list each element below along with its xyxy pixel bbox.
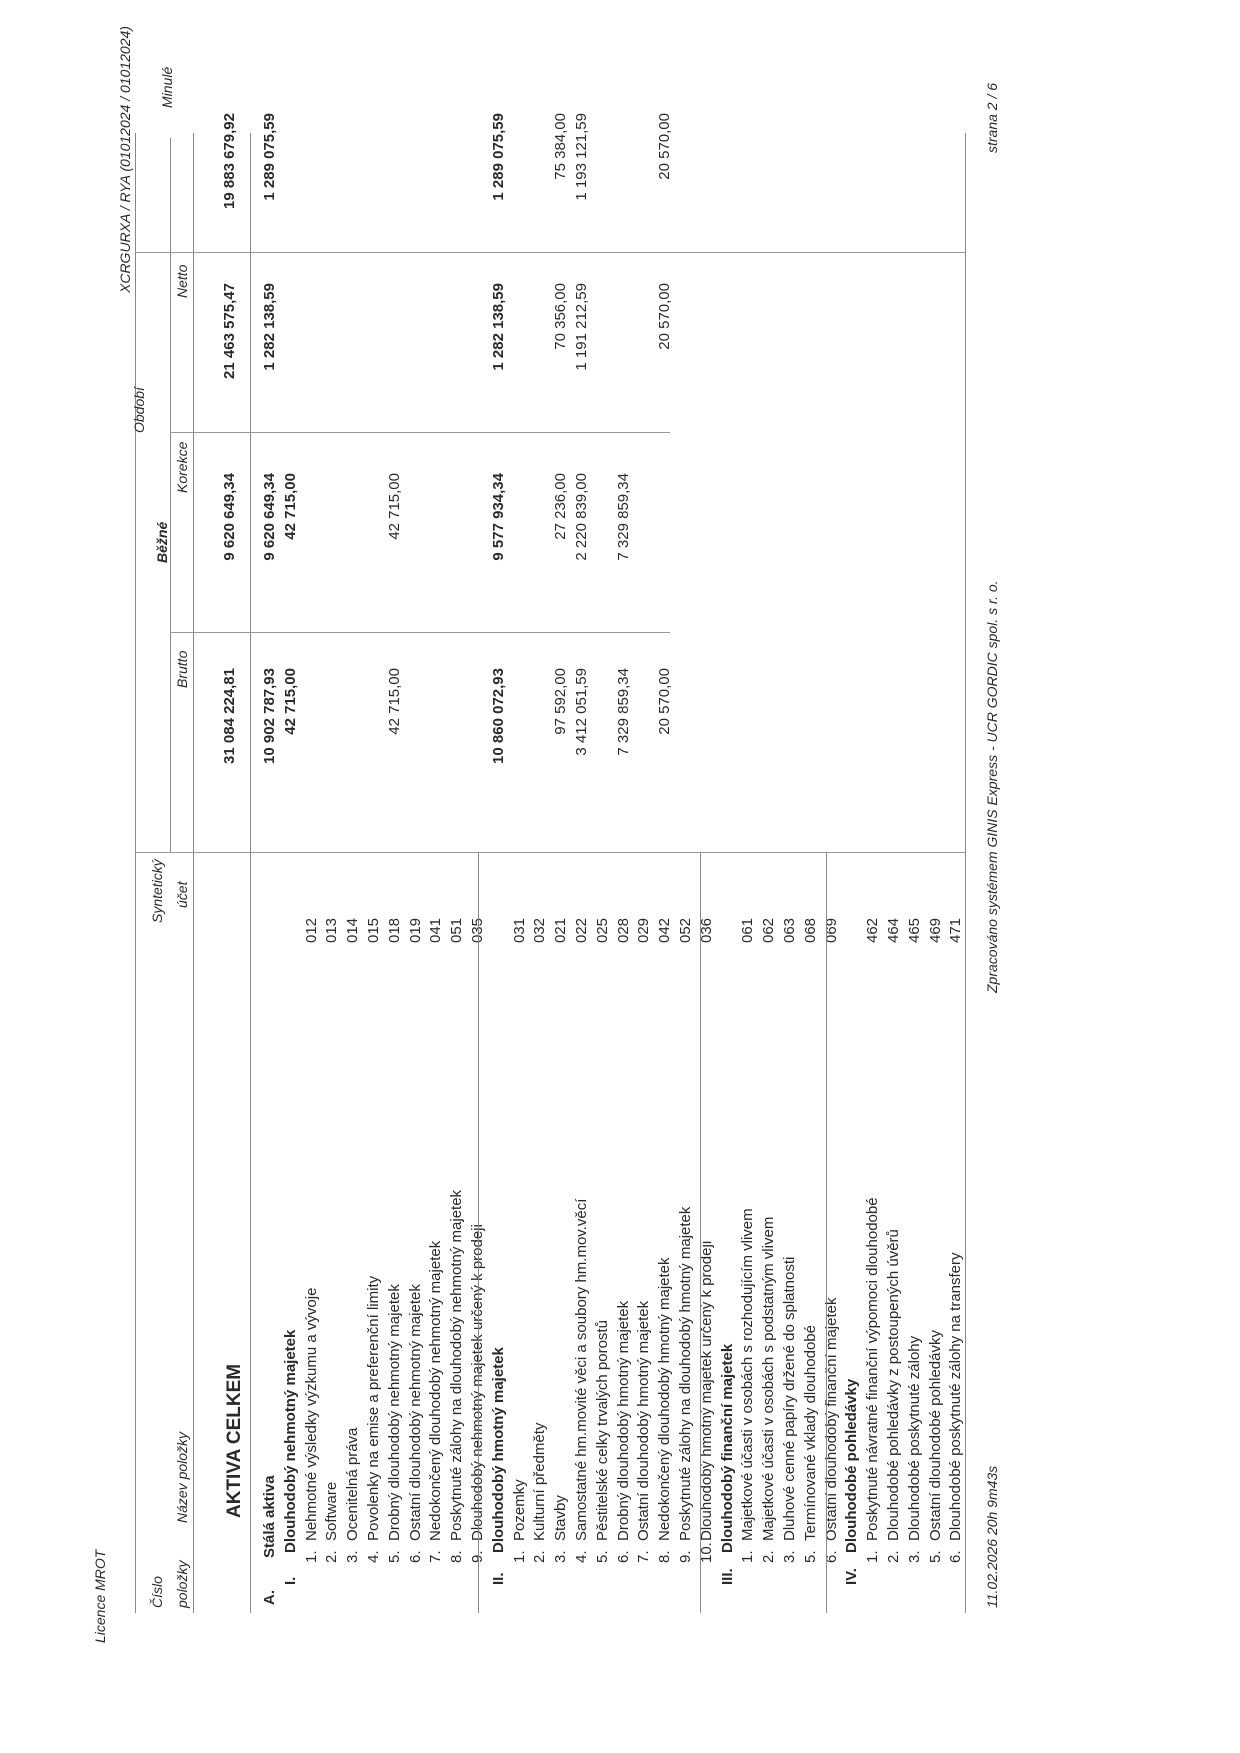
row-account: 035 xyxy=(469,917,486,943)
row-number: 7. xyxy=(635,1550,652,1563)
row-name: Termínované vklady dlouhodobé xyxy=(802,1325,819,1541)
section-rule-3 xyxy=(826,853,827,1613)
row-net: 20 570,00 xyxy=(656,283,673,350)
row-account: 061 xyxy=(739,917,756,943)
row-number: 6. xyxy=(407,1550,424,1563)
row-name: Dlouhodobý nehmotný majetek xyxy=(282,1329,299,1553)
row-name: Dlouhodobé poskytnuté zálohy na transfery xyxy=(947,1252,964,1541)
col-current-label: Běžné xyxy=(154,521,170,563)
row-name: Ocenitelná práva xyxy=(344,1427,361,1541)
row-account: 465 xyxy=(906,917,923,943)
col-sep-corr xyxy=(170,432,670,433)
row-name: Nedokončený dlouhodobý hmotný majetek xyxy=(656,1257,673,1541)
row-name: Pěstitelské celky trvalých porostů xyxy=(594,1320,611,1541)
row-number: I. xyxy=(282,1576,299,1585)
section-rule-1 xyxy=(478,853,479,1613)
row-name: Dlouhodobý hmotný majetek xyxy=(490,1347,507,1553)
row-account: 015 xyxy=(365,917,382,943)
row-account: 464 xyxy=(885,917,902,943)
row-name: Dlouhodobé pohledávky xyxy=(843,1378,860,1553)
row-number: 2. xyxy=(760,1550,777,1563)
row-account: 062 xyxy=(760,917,777,943)
row-name: Ostatní dlouhodobý hmotný majetek xyxy=(635,1300,652,1541)
row-account: 029 xyxy=(635,917,652,943)
row-number: 9. xyxy=(469,1550,486,1563)
total-previous: 19 883 679,92 xyxy=(221,113,238,209)
row-gross: 10 860 072,93 xyxy=(490,668,507,764)
row-account: 032 xyxy=(531,917,548,943)
row-account: 462 xyxy=(864,917,881,943)
row-name: Majetkové účasti v osobách s podstatným vlivem xyxy=(760,1216,777,1541)
row-number: 1. xyxy=(303,1550,320,1563)
row-name: Stavby xyxy=(552,1495,569,1541)
col-synthetic-label: Syntetický xyxy=(149,859,165,923)
row-account: 052 xyxy=(677,917,694,943)
row-number: 7. xyxy=(427,1550,444,1563)
license-label: Licence MROT xyxy=(92,1549,108,1643)
row-account: 025 xyxy=(594,917,611,943)
row-name: Software xyxy=(323,1481,340,1541)
row-correction: 9 577 934,34 xyxy=(490,473,507,561)
row-name: Poskytnuté zálohy na dlouhodobý nehmotný majetek xyxy=(448,1189,465,1541)
row-previous: 1 193 121,59 xyxy=(573,113,590,201)
row-account: 036 xyxy=(698,917,715,943)
col-period-label: Období xyxy=(131,387,147,433)
row-account: 063 xyxy=(781,917,798,943)
row-account: 068 xyxy=(802,917,819,943)
row-name: Povolenky na emise a preferenční limity xyxy=(365,1275,382,1541)
row-name: Drobný dlouhodobý nehmotný majetek xyxy=(386,1284,403,1541)
row-previous: 1 289 075,59 xyxy=(261,113,278,201)
bottom-rule xyxy=(965,133,966,1613)
header-rule-period xyxy=(170,138,171,853)
row-name: Kulturní předměty xyxy=(531,1422,548,1541)
row-net: 1 282 138,59 xyxy=(490,283,507,371)
footer-system: Zpracováno systémem GINIS Express - UCR GORDIC spol. s r. o. xyxy=(984,580,1000,993)
row-name: Drobný dlouhodobý hmotný majetek xyxy=(615,1300,632,1541)
row-name: Dlouhodobé pohledávky z postoupených úvěrů xyxy=(885,1229,902,1541)
row-account: 014 xyxy=(344,917,361,943)
row-previous: 1 289 075,59 xyxy=(490,113,507,201)
row-name: Pozemky xyxy=(511,1479,528,1541)
total-label: AKTIVA CELKEM xyxy=(224,1363,245,1518)
col-correction-label: Korekce xyxy=(174,441,190,493)
row-account: 031 xyxy=(511,917,528,943)
col-name-label: Název položky xyxy=(174,1431,190,1523)
header-bottom-rule xyxy=(193,133,194,1613)
row-number: 2. xyxy=(885,1550,902,1563)
col-net-label: Netto xyxy=(174,264,190,298)
row-number: IV. xyxy=(843,1568,860,1585)
row-account: 471 xyxy=(947,917,964,943)
row-number: 1. xyxy=(739,1550,756,1563)
row-gross: 97 592,00 xyxy=(552,668,569,735)
row-account: 469 xyxy=(927,917,944,943)
row-account: 019 xyxy=(407,917,424,943)
row-number: 5. xyxy=(594,1550,611,1563)
row-name: Samostatné hm.movité věci a soubory hm.mov.věcí xyxy=(573,1198,590,1541)
row-correction: 2 220 839,00 xyxy=(573,473,590,561)
row-account: 042 xyxy=(656,917,673,943)
row-number: 5. xyxy=(802,1550,819,1563)
top-rule xyxy=(135,133,136,1613)
row-name: Dlouhodobé poskytnuté zálohy xyxy=(906,1335,923,1541)
row-gross: 3 412 051,59 xyxy=(573,668,590,756)
row-account: 012 xyxy=(303,917,320,943)
col-sep-net xyxy=(135,252,965,253)
row-number: 1. xyxy=(864,1550,881,1563)
row-account: 028 xyxy=(615,917,632,943)
row-name: Stálá aktiva xyxy=(261,1475,278,1558)
total-bottom-rule xyxy=(250,133,251,1613)
total-correction: 9 620 649,34 xyxy=(221,473,238,561)
col-number-label: Číslo xyxy=(149,1576,165,1608)
row-number: 9. xyxy=(677,1550,694,1563)
row-correction: 42 715,00 xyxy=(386,473,403,540)
row-correction: 9 620 649,34 xyxy=(261,473,278,561)
col-number-label-2: položky xyxy=(174,1560,190,1608)
row-correction: 42 715,00 xyxy=(282,473,299,540)
row-name: Ostatní dlouhodobý nehmotný majetek xyxy=(407,1284,424,1541)
row-name: Ostatní dlouhodobé pohledávky xyxy=(927,1330,944,1541)
row-name: Ostatní dlouhodobý finanční majetek xyxy=(823,1297,840,1541)
row-account: 051 xyxy=(448,917,465,943)
row-number: 4. xyxy=(573,1550,590,1563)
row-number: 8. xyxy=(448,1550,465,1563)
row-account: 022 xyxy=(573,917,590,943)
row-number: 8. xyxy=(656,1550,673,1563)
row-name: Dluhové cenné papíry držené do splatnosti xyxy=(781,1256,798,1541)
row-correction: 27 236,00 xyxy=(552,473,569,540)
row-number: 2. xyxy=(531,1550,548,1563)
row-number: 1. xyxy=(511,1550,528,1563)
report-reference: XCRGURXA / RYA (01012024 / 01012024) xyxy=(117,26,133,293)
row-name: Dlouhodobý nehmotný majetek určený k prodeji xyxy=(469,1224,486,1541)
footer-timestamp: 11.02.2026 20h 9m43s xyxy=(984,1465,1000,1608)
row-name: Poskytnuté návratné finanční výpomoci dlouhodobé xyxy=(864,1197,881,1541)
row-net: 1 282 138,59 xyxy=(261,283,278,371)
section-rule-2 xyxy=(700,853,701,1613)
total-net: 21 463 575,47 xyxy=(221,283,238,379)
row-gross: 42 715,00 xyxy=(282,668,299,735)
total-gross: 31 084 224,81 xyxy=(221,668,238,764)
row-previous: 75 384,00 xyxy=(552,113,569,180)
row-gross: 42 715,00 xyxy=(386,668,403,735)
row-previous: 20 570,00 xyxy=(656,113,673,180)
row-number: 3. xyxy=(906,1550,923,1563)
col-previous-label: Minulé xyxy=(159,66,175,108)
row-number: 10. xyxy=(698,1542,715,1563)
row-number: 3. xyxy=(781,1550,798,1563)
col-synthetic-label-2: účet xyxy=(174,881,190,908)
row-number: 4. xyxy=(365,1550,382,1563)
row-name: Nedokončený dlouhodobý nehmotný majetek xyxy=(427,1240,444,1541)
row-name: Dlouhodobý hmotný majetek určený k prodeji xyxy=(698,1240,715,1541)
row-name: Nehmotné výsledky výzkumu a vývoje xyxy=(303,1287,320,1541)
row-account: 018 xyxy=(386,917,403,943)
row-number: III. xyxy=(719,1568,736,1585)
footer-page: strana 2 / 6 xyxy=(984,82,1000,153)
row-name: Poskytnuté zálohy na dlouhodobý hmotný majetek xyxy=(677,1206,694,1541)
row-gross: 20 570,00 xyxy=(656,668,673,735)
row-number: II. xyxy=(490,1572,507,1585)
row-number: 3. xyxy=(552,1550,569,1563)
row-account: 013 xyxy=(323,917,340,943)
col-sep-acc xyxy=(135,852,965,853)
row-number: 2. xyxy=(323,1550,340,1563)
row-number: 5. xyxy=(386,1550,403,1563)
row-number: 6. xyxy=(823,1550,840,1563)
row-number: 3. xyxy=(344,1550,361,1563)
row-number: 5. xyxy=(927,1550,944,1563)
row-number: A. xyxy=(261,1590,278,1605)
row-account: 021 xyxy=(552,917,569,943)
row-account: 041 xyxy=(427,917,444,943)
row-net: 70 356,00 xyxy=(552,283,569,350)
row-name: Majetkové účasti v osobách s rozhodujícím vlivem xyxy=(739,1208,756,1541)
row-gross: 10 902 787,93 xyxy=(261,668,278,764)
col-gross-label: Brutto xyxy=(174,650,190,688)
row-number: 6. xyxy=(947,1550,964,1563)
row-correction: 7 329 859,34 xyxy=(615,473,632,561)
row-account: 069 xyxy=(823,917,840,943)
row-net: 1 191 212,59 xyxy=(573,283,590,371)
row-gross: 7 329 859,34 xyxy=(615,668,632,756)
row-number: 6. xyxy=(615,1550,632,1563)
row-name: Dlouhodobý finanční majetek xyxy=(719,1343,736,1553)
col-sep-gross xyxy=(170,632,670,633)
